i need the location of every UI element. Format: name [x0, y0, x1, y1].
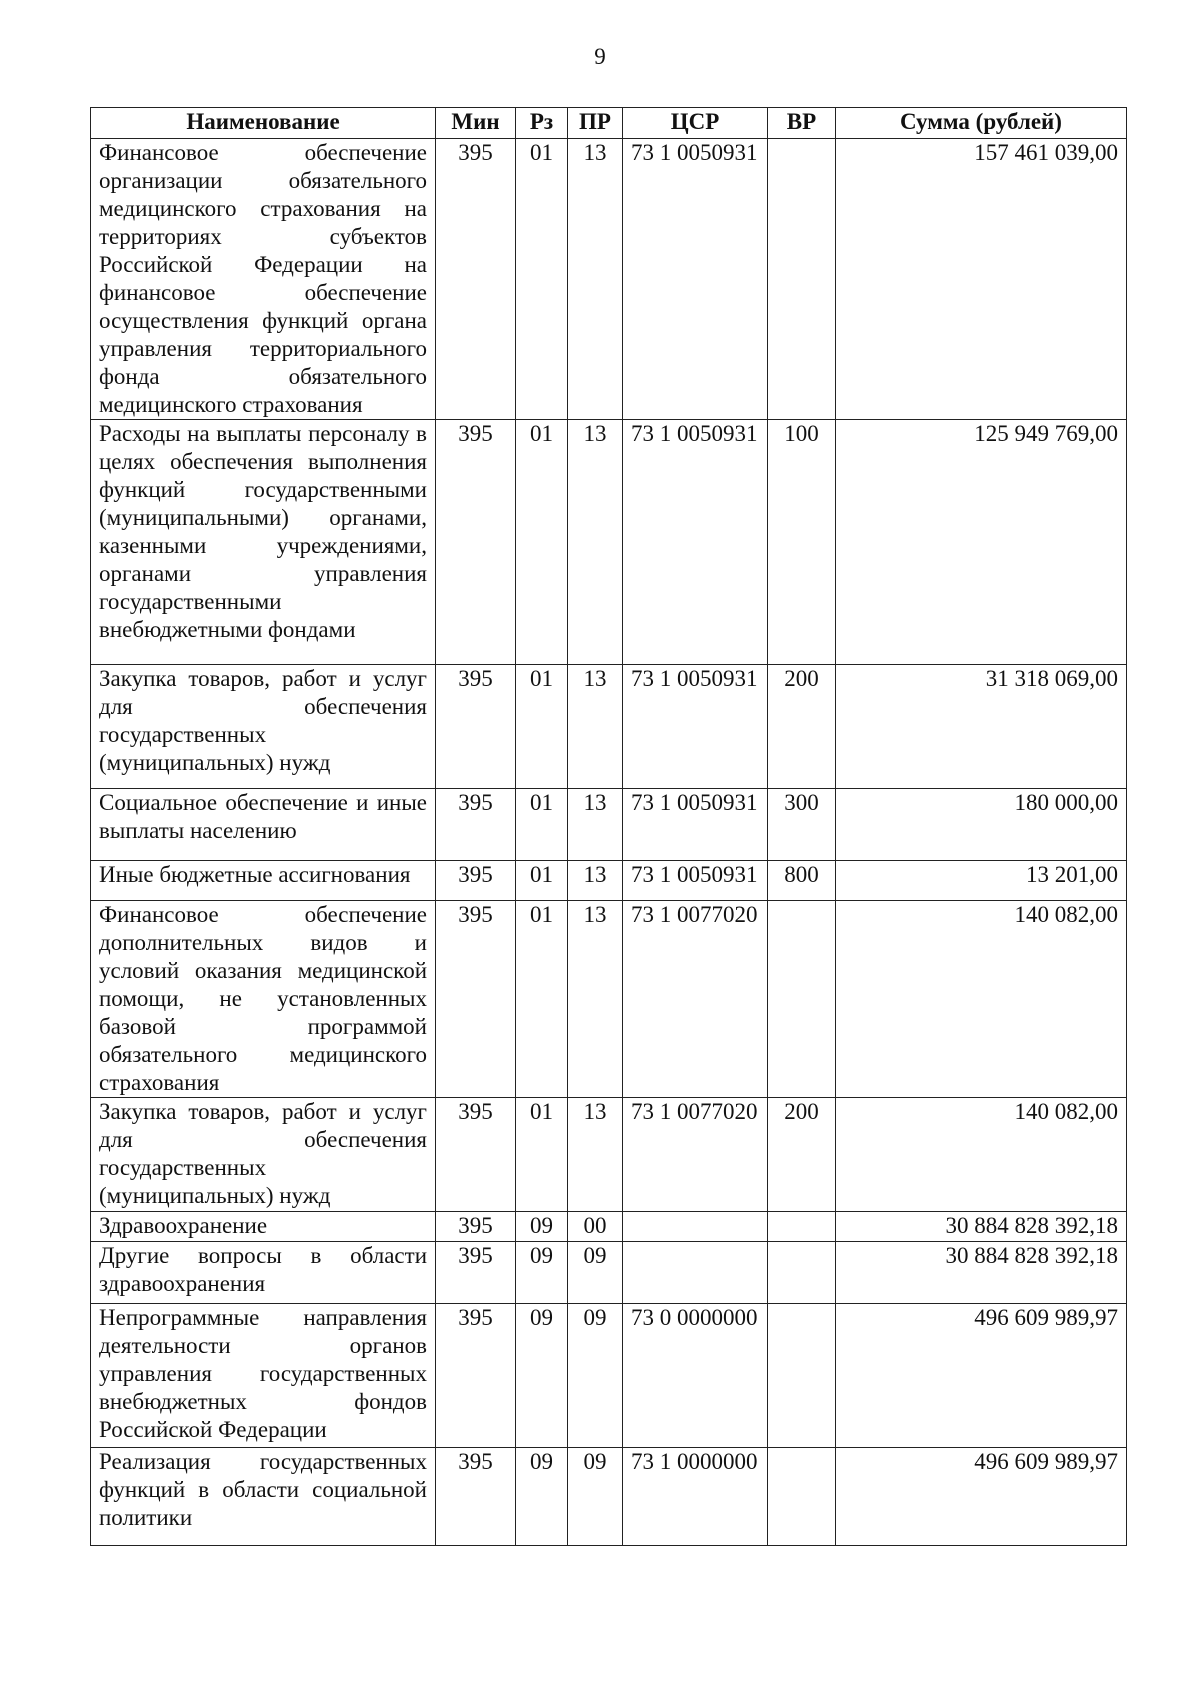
row-sum: 30 884 828 392,18	[836, 1212, 1127, 1242]
row-vr	[768, 901, 836, 1098]
row-sum: 13 201,00	[836, 861, 1127, 901]
row-csr: 73 1 0050931	[623, 789, 768, 861]
row-pr: 13	[568, 861, 623, 901]
row-name: Иные бюджетные ассигнования	[91, 861, 436, 901]
row-csr: 73 1 0050931	[623, 665, 768, 789]
row-rz: 01	[516, 789, 568, 861]
row-csr: 73 1 0050931	[623, 139, 768, 420]
header-rz: Рз	[516, 108, 568, 139]
row-vr	[768, 1212, 836, 1242]
row-name: Непрограммные направления деятельности органов управления государственных внебюджетных фондов Российской Федерации	[91, 1304, 436, 1448]
row-pr: 09	[568, 1242, 623, 1304]
table-row	[91, 1212, 1127, 1242]
row-vr: 100	[768, 420, 836, 665]
row-min: 395	[436, 789, 516, 861]
row-min: 395	[436, 1098, 516, 1212]
row-name: Финансовое обеспечение организации обязательного медицинского страхования на территориях субъектов Российской Федерации на финансовое обеспечение осуществления функций органа управления территориального фонда обязательного медицинского страхования	[91, 139, 436, 420]
table-row	[91, 665, 1127, 789]
row-name: Закупка товаров, работ и услуг для обеспечения государственных (муниципальных) нужд	[91, 1098, 436, 1212]
row-rz: 01	[516, 861, 568, 901]
row-min: 395	[436, 139, 516, 420]
row-rz: 01	[516, 901, 568, 1098]
table-row	[91, 1242, 1127, 1304]
row-name: Финансовое обеспечение дополнительных видов и условий оказания медицинской помощи, не установленных базовой программой обязательного медицинского страхования	[91, 901, 436, 1098]
row-rz: 01	[516, 665, 568, 789]
row-sum: 180 000,00	[836, 789, 1127, 861]
header-name: Наименование	[91, 108, 436, 139]
row-min: 395	[436, 861, 516, 901]
row-vr: 300	[768, 789, 836, 861]
row-sum: 496 609 989,97	[836, 1304, 1127, 1448]
row-csr: 73 1 0050931	[623, 861, 768, 901]
row-name: Другие вопросы в области здравоохранения	[91, 1242, 436, 1304]
row-name: Социальное обеспечение и иные выплаты населению	[91, 789, 436, 861]
row-min: 395	[436, 1304, 516, 1448]
row-csr: 73 1 0000000	[623, 1448, 768, 1546]
row-vr	[768, 1304, 836, 1448]
row-rz: 09	[516, 1448, 568, 1546]
row-vr	[768, 1242, 836, 1304]
header-vr: ВР	[768, 108, 836, 139]
row-rz: 09	[516, 1304, 568, 1448]
table-row	[91, 1098, 1127, 1212]
row-min: 395	[436, 1242, 516, 1304]
row-min: 395	[436, 901, 516, 1098]
row-vr: 200	[768, 665, 836, 789]
row-sum: 140 082,00	[836, 1098, 1127, 1212]
row-sum: 496 609 989,97	[836, 1448, 1127, 1546]
header-csr: ЦСР	[623, 108, 768, 139]
budget-table	[90, 107, 1127, 1546]
table-row	[91, 901, 1127, 1098]
row-pr: 13	[568, 139, 623, 420]
row-pr: 09	[568, 1448, 623, 1546]
table-row	[91, 1304, 1127, 1448]
row-vr: 800	[768, 861, 836, 901]
row-min: 395	[436, 1212, 516, 1242]
row-csr: 73 0 0000000	[623, 1304, 768, 1448]
row-name: Расходы на выплаты персоналу в целях обеспечения выполнения функций государственными (муниципальными) органами, казенными учреждениями, органами управления государственными внебюджетными фондами	[91, 420, 436, 665]
row-rz: 01	[516, 1098, 568, 1212]
row-pr: 13	[568, 901, 623, 1098]
row-pr: 13	[568, 420, 623, 665]
table-body	[91, 139, 1127, 1546]
row-pr: 00	[568, 1212, 623, 1242]
row-rz: 01	[516, 420, 568, 665]
row-csr	[623, 1212, 768, 1242]
header-pr: ПР	[568, 108, 623, 139]
row-pr: 13	[568, 789, 623, 861]
table-header	[91, 108, 1127, 139]
row-rz: 01	[516, 139, 568, 420]
table-row	[91, 861, 1127, 901]
header-sum: Сумма (рублей)	[836, 108, 1127, 139]
row-sum: 157 461 039,00	[836, 139, 1127, 420]
row-sum: 31 318 069,00	[836, 665, 1127, 789]
table-row	[91, 1448, 1127, 1546]
row-min: 395	[436, 665, 516, 789]
row-csr: 73 1 0077020	[623, 901, 768, 1098]
table-row	[91, 420, 1127, 665]
row-csr: 73 1 0077020	[623, 1098, 768, 1212]
row-vr: 200	[768, 1098, 836, 1212]
header-min: Мин	[436, 108, 516, 139]
row-rz: 09	[516, 1242, 568, 1304]
row-sum: 140 082,00	[836, 901, 1127, 1098]
row-pr: 13	[568, 1098, 623, 1212]
row-csr	[623, 1242, 768, 1304]
row-name: Закупка товаров, работ и услуг для обеспечения государственных (муниципальных) нужд	[91, 665, 436, 789]
row-name: Реализация государственных функций в области социальной политики	[91, 1448, 436, 1546]
row-rz: 09	[516, 1212, 568, 1242]
row-pr: 13	[568, 665, 623, 789]
row-min: 395	[436, 420, 516, 665]
row-vr	[768, 1448, 836, 1546]
row-sum: 125 949 769,00	[836, 420, 1127, 665]
table-row	[91, 789, 1127, 861]
row-name: Здравоохранение	[91, 1212, 436, 1242]
page-number: 9	[594, 44, 606, 69]
header-row	[91, 108, 1127, 139]
row-pr: 09	[568, 1304, 623, 1448]
row-min: 395	[436, 1448, 516, 1546]
row-vr	[768, 139, 836, 420]
row-csr: 73 1 0050931	[623, 420, 768, 665]
table-row	[91, 139, 1127, 420]
row-sum: 30 884 828 392,18	[836, 1242, 1127, 1304]
